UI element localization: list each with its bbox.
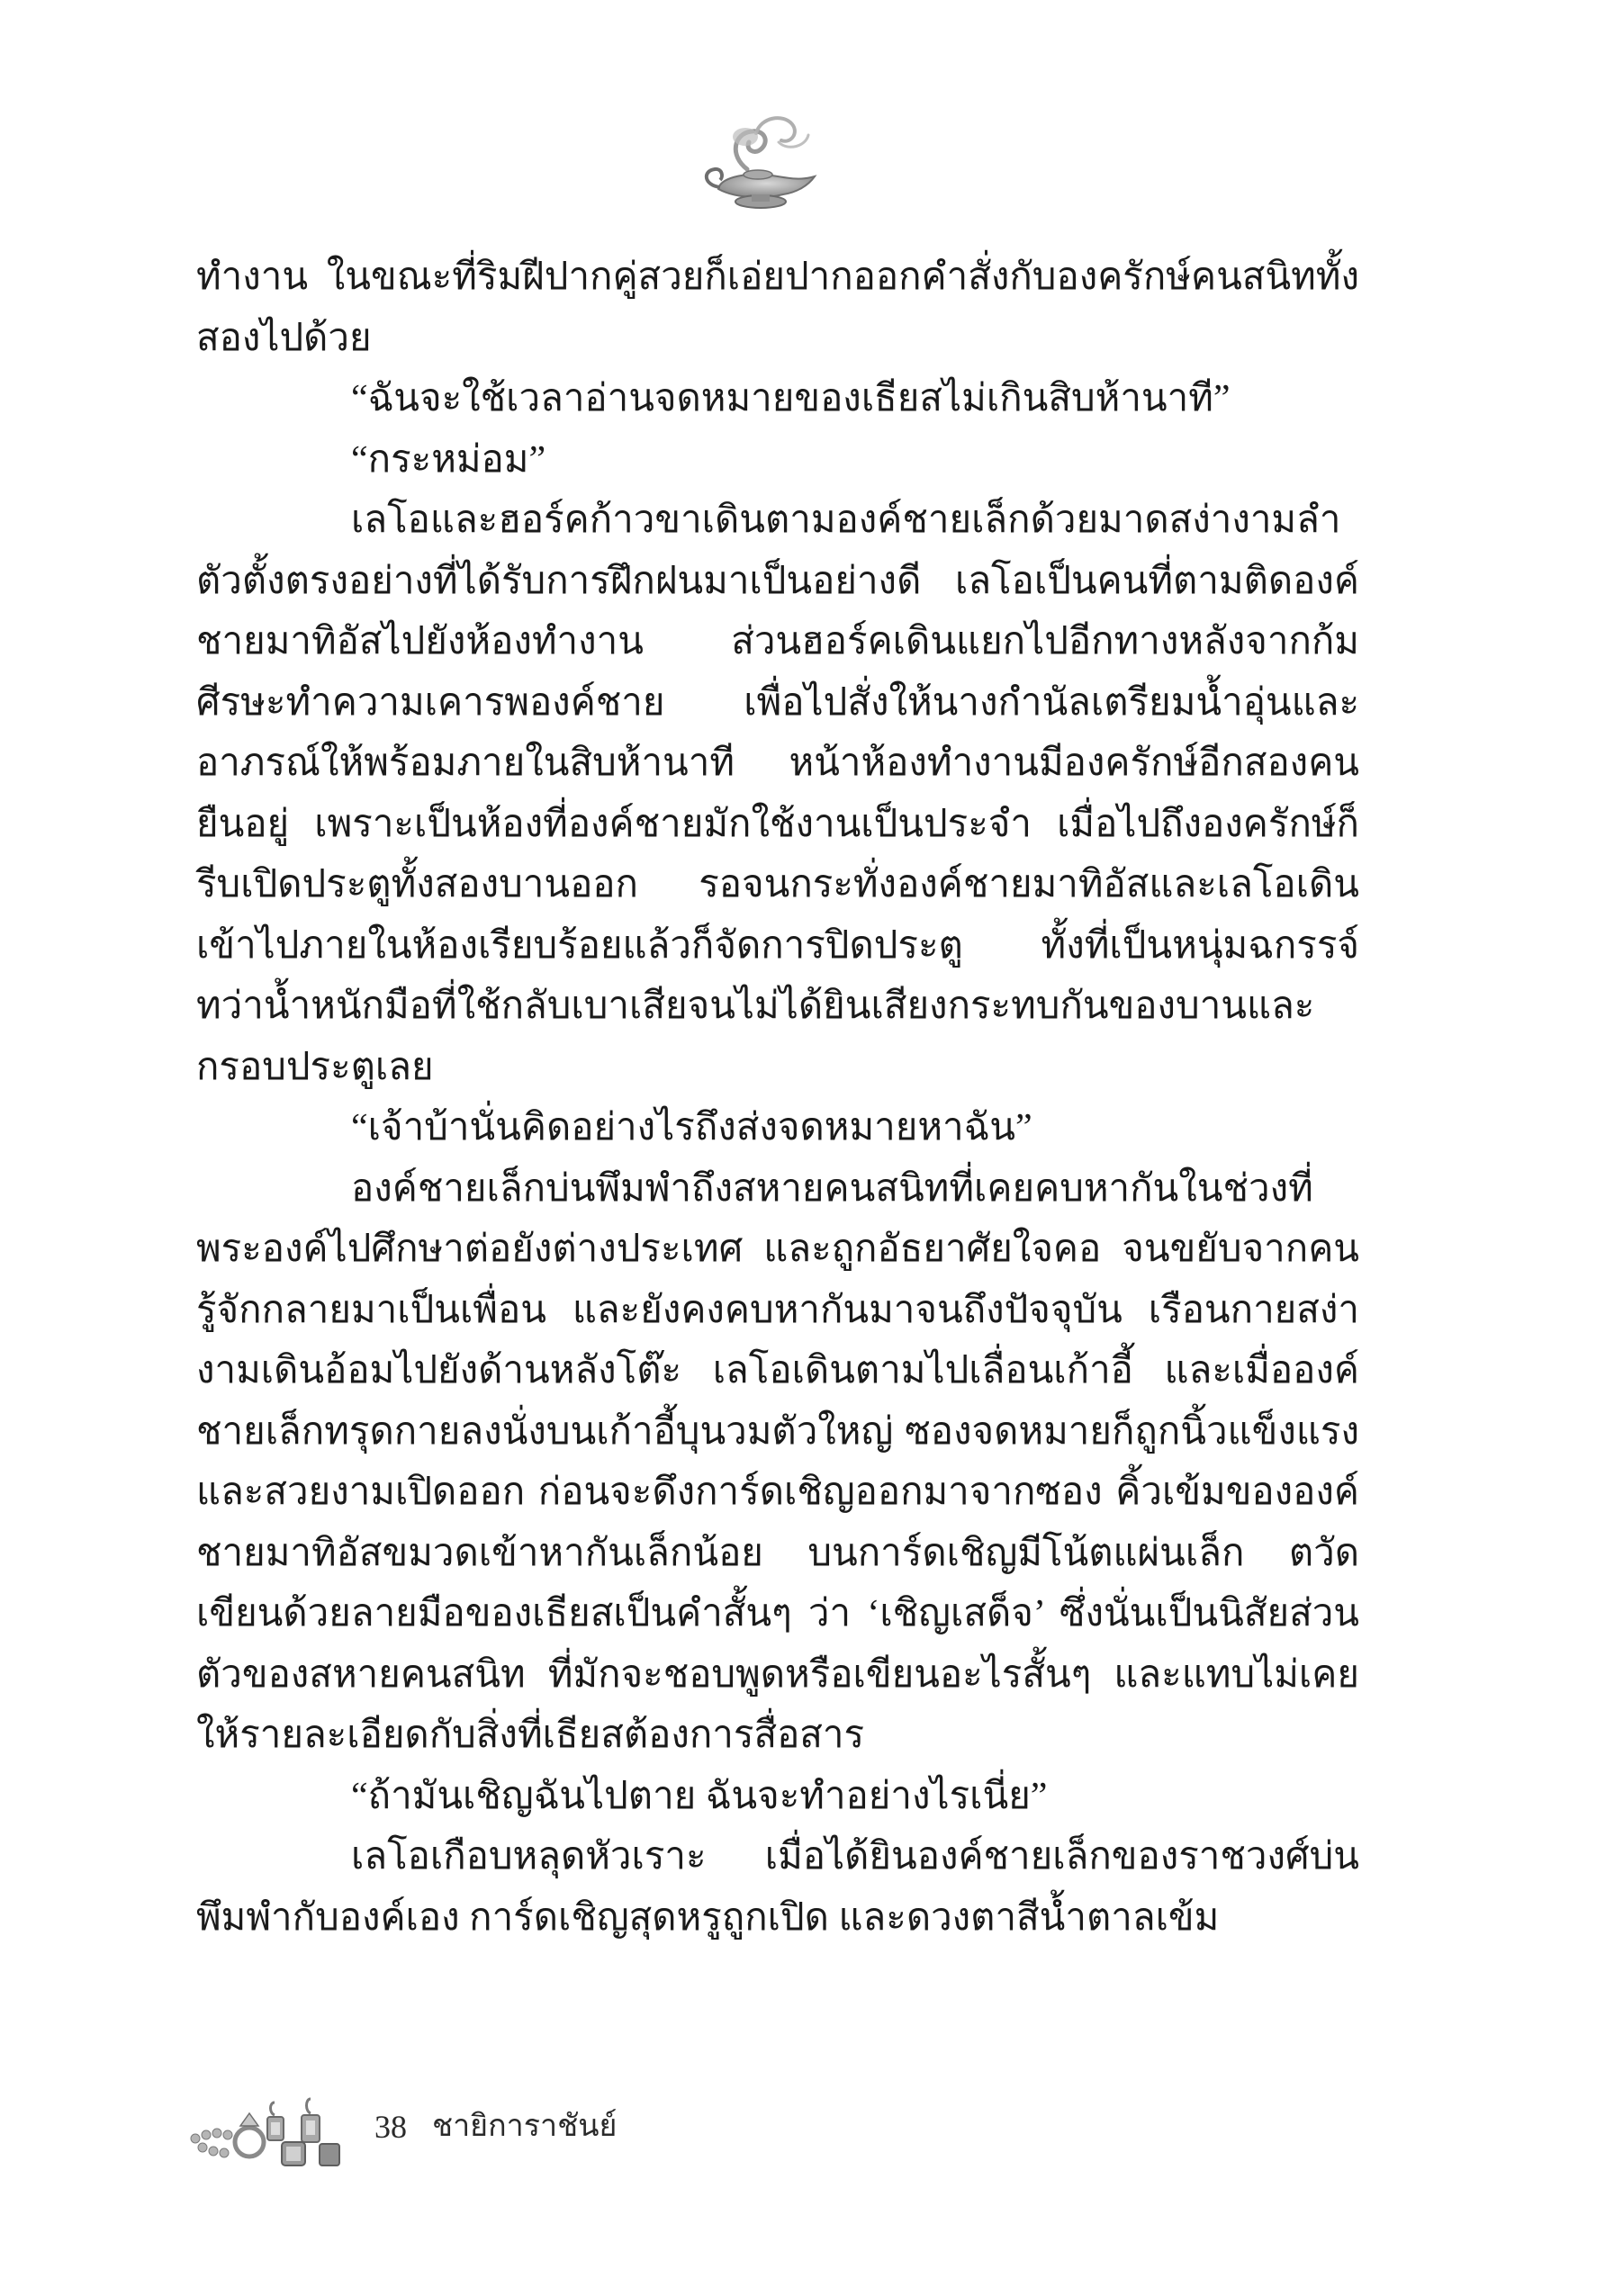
paragraph: ทำงาน ในขณะที่ริมฝีปากคู่สวยก็เอ่ยปากออกคำสั่งกับองครักษ์คนสนิททั้งสองไปด้วย (196, 257, 1359, 359)
body-text (196, 248, 1359, 1949)
paragraph: เลโอและฮอร์คก้าวขาเดินตามองค์ชายเล็กด้วยมาดสง่างามลำตัวตั้งตรงอย่างที่ได้รับการฝึกฝนมาเป็นอย่างดี เลโอเป็นคนที่ตามติดองค์ชายมาทิอัสไปยังห้องทำงาน ส่วนฮอร์คเดินแยกไปอีกทางหลังจากก้มศีรษะทำความเคารพองค์ชาย เพื่อไปสั่งให้นางกำนัลเตรียมน้ำอุ่นและอาภรณ์ให้พร้อมภายในสิบห้านาที หน้าห้องทำงานมีองครักษ์อีกสองคนยืนอยู่ เพราะเป็นห้องที่องค์ชายมักใช้งานเป็นประจำ เมื่อไปถึงองครักษ์ก็รีบเปิดประตูทั้งสองบานออก รอจนกระทั่งองค์ชายมาทิอัสและเลโอเดินเข้าไปภายในห้องเรียบร้อยแล้วก็จัดการปิดประตู ทั้งที่เป็นหนุ่มฉกรรจ์ ทว่าน้ำหนักมือที่ใช้กลับเบาเสียจนไม่ได้ยินเสียงกระทบกันของบานและกรอบประตูเลย (196, 500, 1359, 1088)
dialogue-line: “เจ้าบ้านั่นคิดอย่างไรถึงส่งจดหมายหาฉัน” (351, 1107, 1032, 1148)
dialogue-line: “ฉันจะใช้เวลาอ่านจดหมายของเธียสไม่เกินสิบห้านาที” (351, 378, 1231, 419)
dialogue-line: “กระหม่อม” (351, 438, 546, 481)
paragraph: เลโอเกือบหลุดหัวเราะ เมื่อได้ยินองค์ชายเล็กของราชวงศ์บ่นพึมพำกับองค์เอง การ์ดเชิญสุดหรูถูกเปิด และดวงตาสีน้ำตาลเข้ม (196, 1836, 1359, 1939)
page-number: 38 (374, 2109, 407, 2145)
paragraph: องค์ชายเล็กบ่นพึมพำถึงสหายคนสนิทที่เคยคบหากันในช่วงที่พระองค์ไปศึกษาต่อยังต่างประเทศ และถูกอัธยาศัยใจคอ จนขยับจากคนรู้จักกลายมาเป็นเพื่อน และยังคงคบหากันมาจนถึงปัจจุบัน เรือนกายสง่างามเดินอ้อมไปยังด้านหลังโต๊ะ เลโอเดินตามไปเลื่อนเก้าอี้ และเมื่อองค์ชายเล็กทรุดกายลงนั่งบนเก้าอี้บุนวมตัวใหญ่ ซองจดหมายก็ถูกนิ้วแข็งแรงและสวยงามเปิดออก ก่อนจะดึงการ์ดเชิญออกมาจากซอง คิ้วเข้มขององค์ชายมาทิอัสขมวดเข้าหากันเล็กน้อย บนการ์ดเชิญมีโน้ตแผ่นเล็ก ตวัดเขียนด้วยลายมือของเธียสเป็นคำสั้นๆ ว่า ‘เชิญเสด็จ’ ซึ่งนั่นเป็นนิสัยส่วนตัวของสหายคนสนิท ที่มักจะชอบพูดหรือเขียนอะไรสั้นๆ และแทบไม่เคยให้รายละเอียดกับสิ่งที่เธียสต้องการสื่อสาร (196, 1167, 1359, 1756)
magic-lamp-icon (693, 106, 828, 219)
jewelry-ornament-icon (185, 2086, 356, 2176)
book-title: ชายิการาชันย์ (432, 2110, 618, 2143)
dialogue-line: “ถ้ามันเชิญฉันไปตาย ฉันจะทำอย่างไรเนี่ย” (351, 1775, 1048, 1817)
